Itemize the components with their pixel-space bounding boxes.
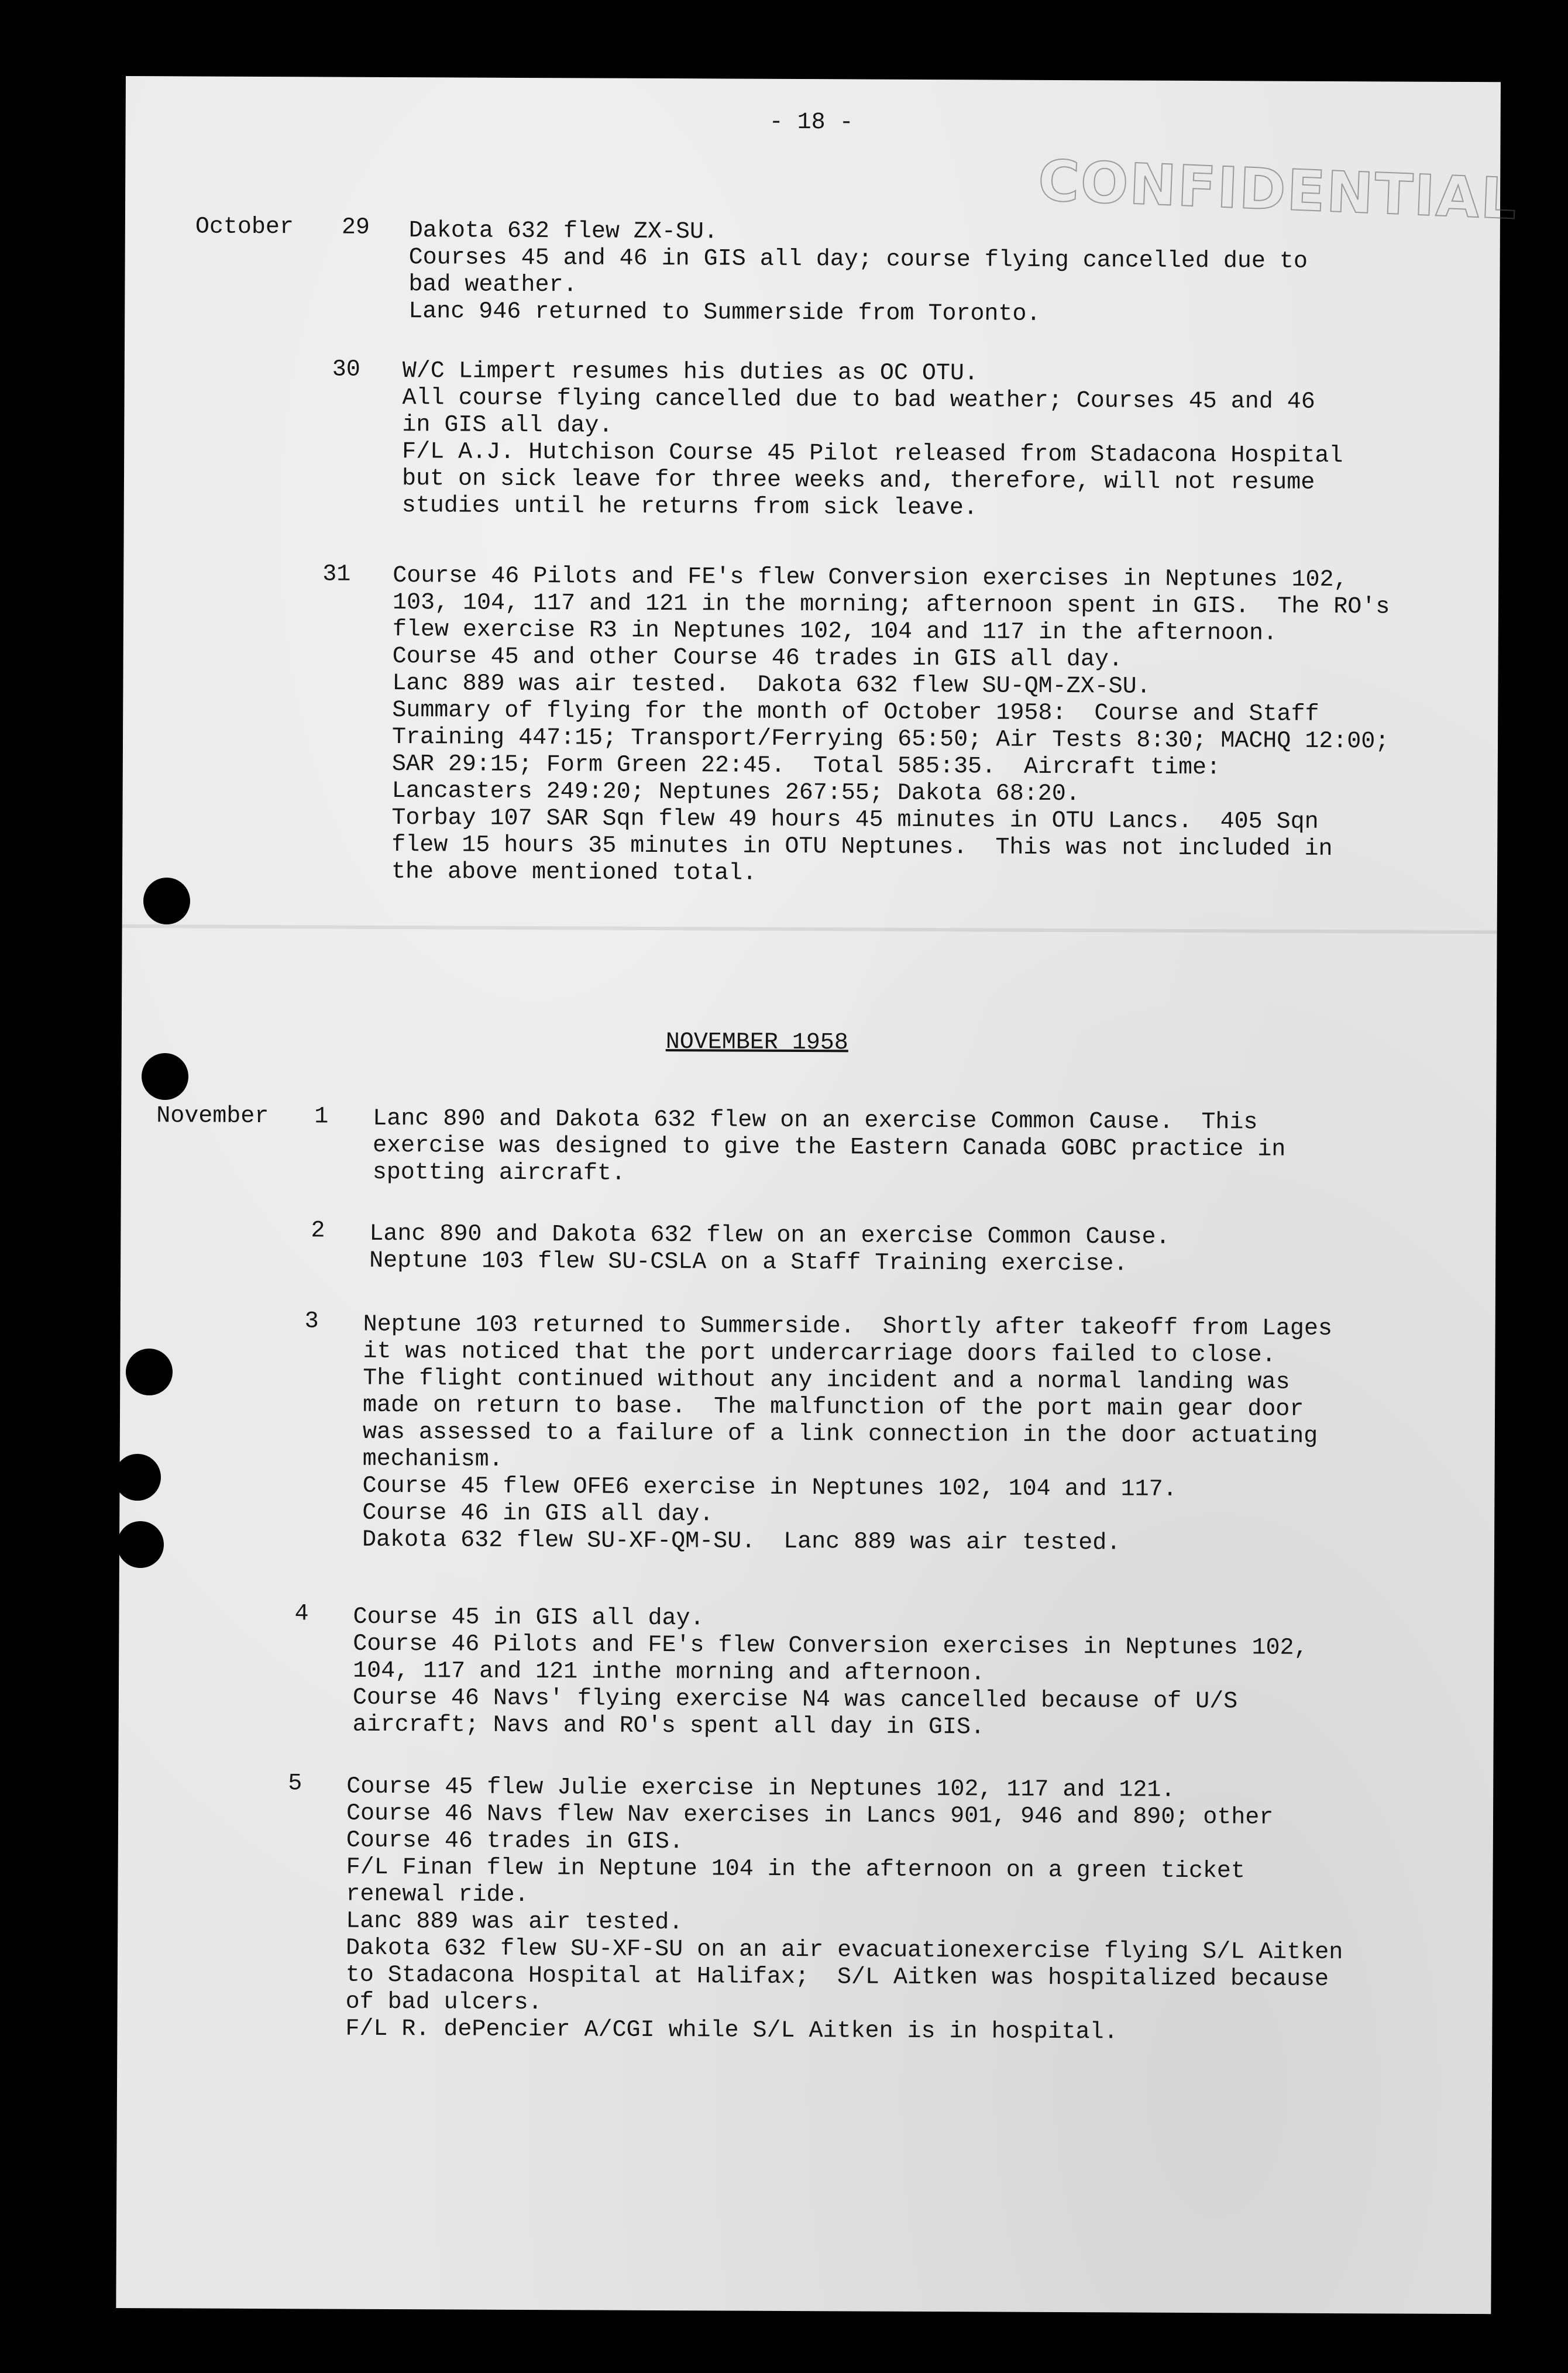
entry-line: 104, 117 and 121 inthe morning and afternoon. <box>353 1657 985 1687</box>
entry-line: studies until he returns from sick leave. <box>401 493 978 522</box>
entry-line: was assessed to a failure of a link connection in the door actuating <box>362 1419 1318 1450</box>
entry-line: Lanc 889 was air tested. <box>346 1908 683 1937</box>
entry-line: it was noticed that the port undercarriage doors failed to close. <box>363 1338 1276 1369</box>
entry-line: Course 46 Pilots and FE's flew Conversion exercises in Neptunes 102, <box>353 1631 1308 1662</box>
entry-line: F/L R. dePencier A/CGI while S/L Aitken is in hospital. <box>345 2016 1118 2046</box>
entry-line: Torbay 107 SAR Sqn flew 49 hours 45 minutes in OTU Lancs. 405 Sqn <box>391 804 1319 835</box>
entry-line: Dakota 632 flew ZX-SU. <box>408 218 718 246</box>
entry-day-label: 1 <box>314 1103 329 1130</box>
entry-day-label: 2 <box>311 1218 325 1244</box>
entry-day-label: 30 <box>332 356 360 383</box>
page-number: - 18 - <box>769 109 854 136</box>
entry-line: All course flying cancelled due to bad weather; Courses 45 and 46 <box>402 385 1315 415</box>
entry-month-label: October <box>195 214 294 241</box>
entry-day-label: 4 <box>294 1601 309 1628</box>
entry-line: Course 45 flew Julie exercise in Neptunes 102, 117 and 121. <box>346 1773 1175 1804</box>
entry-line: bad weather. <box>408 271 577 299</box>
entry-line: Course 46 trades in GIS. <box>346 1827 684 1856</box>
entry-line: Dakota 632 flew SU-XF-QM-SU. Lanc 889 was air tested. <box>362 1526 1121 1557</box>
entry-line: flew 15 hours 35 minutes in OTU Neptunes. This was not included in <box>391 831 1333 863</box>
entry-line: Neptune 103 returned to Summerside. Shortly after takeoff from Lages <box>363 1311 1333 1343</box>
entry-day-label: 3 <box>304 1308 319 1335</box>
punch-hole <box>126 1349 173 1395</box>
entry-line: renewal ride. <box>346 1881 529 1909</box>
entry-line: Lanc 889 was air tested. Dakota 632 flew SU-QM-ZX-SU. <box>392 670 1151 700</box>
punch-hole <box>142 1053 188 1100</box>
entry-line: Training 447:15; Transport/Ferrying 65:50; Air Tests 8:30; MACHQ 12:00; <box>391 724 1390 755</box>
entry-line: Lanc 890 and Dakota 632 flew on an exercise Common Cause. This <box>373 1105 1258 1136</box>
entry-line: Dakota 632 flew SU-XF-SU on an air evacuationexercise flying S/L Aitken <box>345 1935 1343 1966</box>
confidential-stamp: CONFIDENTIAL <box>1037 147 1519 232</box>
entry-line: Course 46 Navs' flying exercise N4 was cancelled because of U/S <box>352 1684 1238 1715</box>
entry-line: SAR 29:15; Form Green 22:45. Total 585:35. Aircraft time: <box>391 751 1221 782</box>
punch-hole <box>143 878 190 924</box>
page-fold-line <box>122 924 1497 934</box>
entry-line: Lancasters 249:20; Neptunes 267:55; Dakota 68:20. <box>391 778 1080 808</box>
entry-line: of bad ulcers. <box>345 1989 542 2017</box>
document-page <box>116 76 1519 2314</box>
entry-month-label: November <box>156 1103 269 1130</box>
entry-line: Course 45 in GIS all day. <box>353 1604 704 1632</box>
entry-line: to Stadacona Hospital at Halifax; S/L Aitken was hospitalized because <box>345 1962 1329 1993</box>
entry-line: Course 46 Navs flew Nav exercises in Lancs 901, 946 and 890; other <box>346 1800 1274 1831</box>
entry-line: but on sick leave for three weeks and, therefore, will not resume <box>401 466 1315 496</box>
entry-line: made on return to base. The malfunction of the port main gear door <box>362 1392 1304 1423</box>
entry-line: in GIS all day. <box>402 412 613 439</box>
entry-line: Lanc 890 and Dakota 632 flew on an exercise Common Cause. <box>369 1220 1170 1251</box>
entry-line: exercise was designed to give the Eastern Canada GOBC practice in <box>372 1132 1286 1163</box>
punch-hole <box>114 1454 161 1501</box>
entry-line: Courses 45 and 46 in GIS all day; course flying cancelled due to <box>408 245 1308 275</box>
entry-line: F/L A.J. Hutchison Course 45 Pilot released from Stadacona Hospital <box>402 439 1343 470</box>
entry-line: aircraft; Navs and RO's spent all day in GIS. <box>352 1711 985 1741</box>
entry-line: W/C Limpert resumes his duties as OC OTU. <box>402 358 979 387</box>
entry-line: Course 46 Pilots and FE's flew Conversion exercises in Neptunes 102, <box>393 562 1348 594</box>
entry-line: the above mentioned total. <box>391 858 757 887</box>
entry-line: Course 45 and other Course 46 trades in GIS all day. <box>392 643 1123 673</box>
entry-line: flew exercise R3 in Neptunes 102, 104 and 117 in the afternoon. <box>392 616 1278 647</box>
entry-line: Lanc 946 returned to Summerside from Toronto. <box>408 298 1041 328</box>
entry-line: Course 46 in GIS all day. <box>362 1500 714 1528</box>
entry-line: mechanism. <box>362 1446 503 1473</box>
punch-hole <box>117 1521 164 1568</box>
entry-line: The flight continued without any incident and a normal landing was <box>363 1365 1290 1396</box>
entry-line: spotting aircraft. <box>372 1159 625 1187</box>
entry-line: Summary of flying for the month of October 1958: Course and Staff <box>392 697 1319 728</box>
entry-line: 103, 104, 117 and 121 in the morning; afternoon spent in GIS. The RO's <box>392 589 1390 621</box>
entry-day-label: 5 <box>288 1770 302 1797</box>
entry-day-label: 29 <box>341 214 370 241</box>
entry-line: Course 45 flew OFE6 exercise in Neptunes 102, 104 and 117. <box>362 1473 1177 1503</box>
section-heading: NOVEMBER 1958 <box>665 1029 848 1057</box>
entry-day-label: 31 <box>322 561 351 588</box>
entry-line: F/L Finan flew in Neptune 104 in the afternoon on a green ticket <box>346 1854 1245 1885</box>
entry-line: Neptune 103 flew SU-CSLA on a Staff Training exercise. <box>369 1247 1128 1278</box>
